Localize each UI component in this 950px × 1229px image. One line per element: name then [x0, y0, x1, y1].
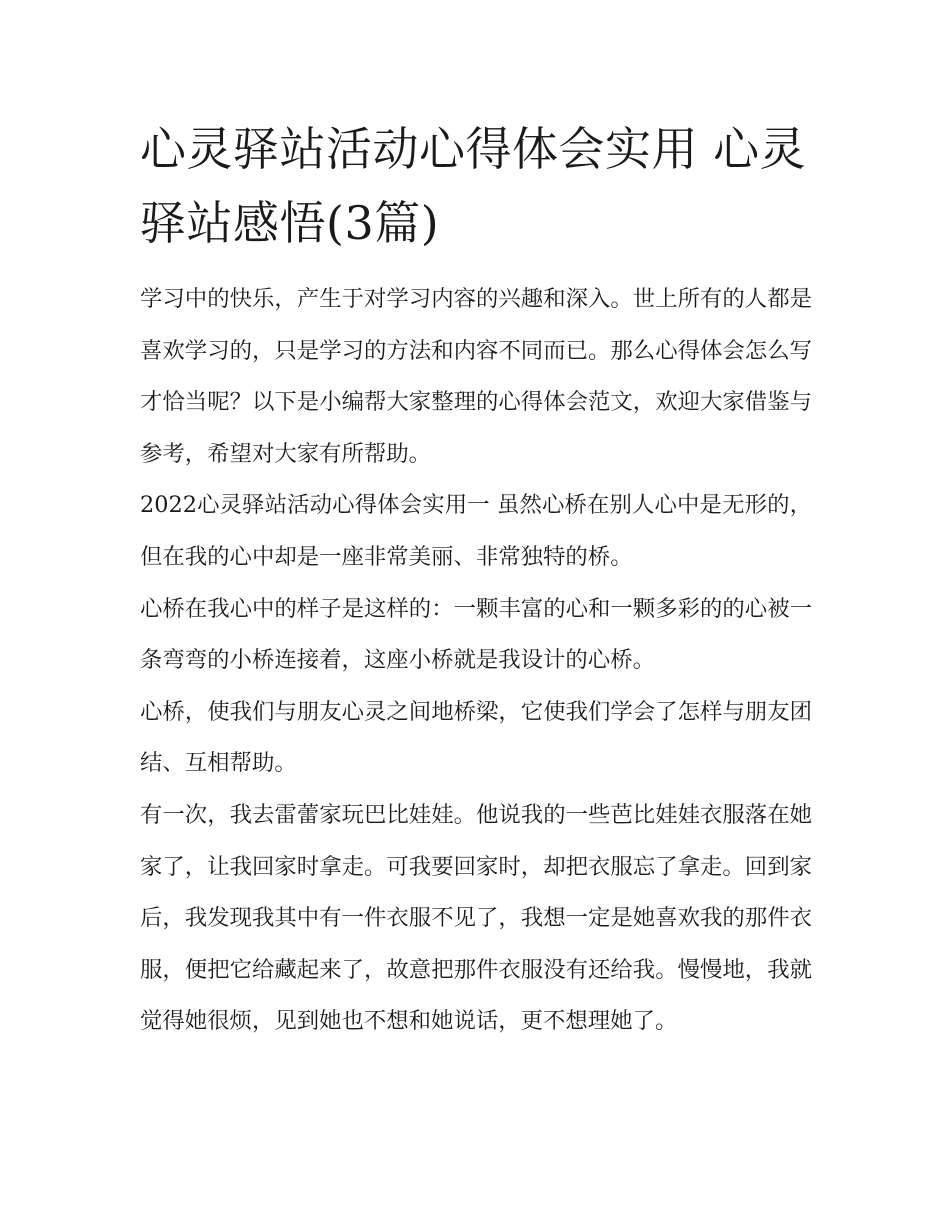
paragraph-story: 有一次，我去雷蕾家玩巴比娃娃。他说我的一些芭比娃娃衣服落在她家了，让我回家时拿走。可我要回家时，却把衣服忘了拿走。回到家后，我发现我其中有一件衣服不见了，我想一定是她喜欢我的那件衣服，便把它给藏起来了，故意把那件衣服没有还给我。慢慢地，我就觉得她很烦，见到她也不想和她说话，更不想理她了。: [140, 801, 812, 1035]
paragraph-intro: 学习中的快乐，产生于对学习内容的兴趣和深入。世上所有的人都是喜欢学习的，只是学习的方法和内容不同而已。那么心得体会怎么写才恰当呢？以下是小编帮大家整理的心得体会范文，欢迎大家借鉴与参考，希望对大家有所帮助。: [140, 286, 812, 467]
paragraph-bridge-meaning: 心桥，使我们与朋友心灵之间地桥梁，它使我们学会了怎样与朋友团结、互相帮助。: [140, 698, 812, 777]
paragraph-bridge-description: 心桥在我心中的样子是这样的：一颗丰富的心和一颗多彩的的心被一条弯弯的小桥连接着，这座小桥就是我设计的心桥。: [140, 595, 812, 674]
document-title: 心灵驿站活动心得体会实用 心灵驿站感悟(3篇): [140, 122, 807, 250]
document-body: [140, 112, 812, 1048]
paragraph-article-one-opening: 2022心灵驿站活动心得体会实用一 虽然心桥在别人心中是无形的，但在我的心中却是一座非常美丽、非常独特的桥。: [140, 492, 812, 570]
